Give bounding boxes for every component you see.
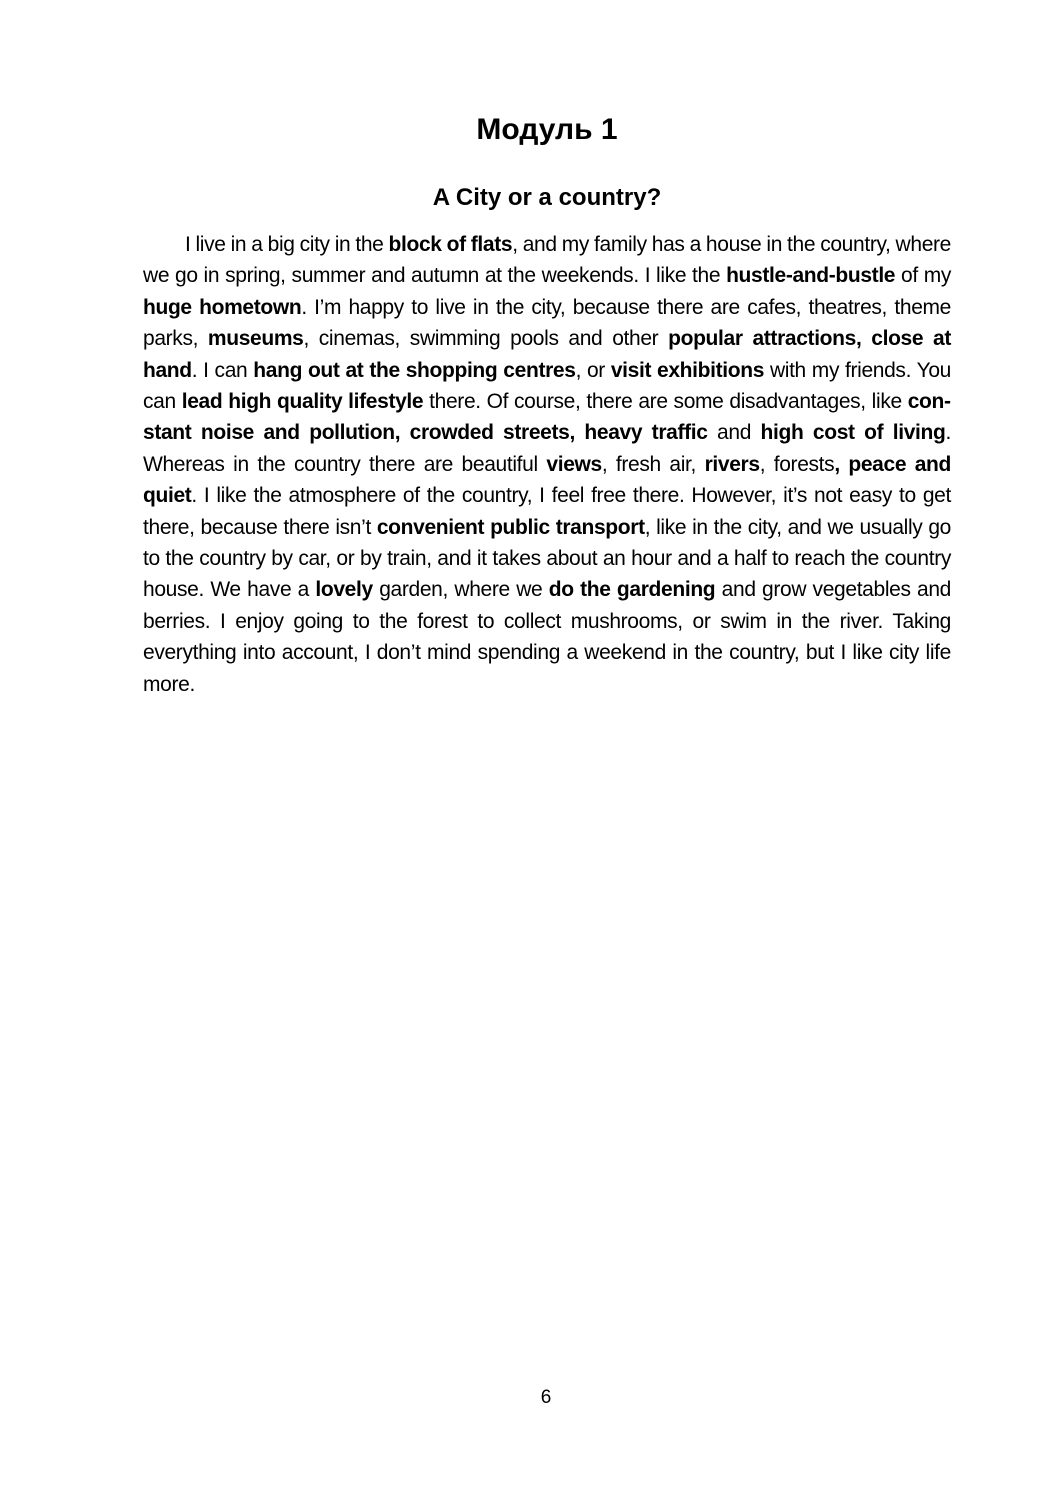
key-phrase: popular attractions, close at hand — [143, 327, 951, 382]
text-run: , and my family has a house in the country, where we go in spring, summer and autumn at the weekends. I like the — [143, 233, 951, 288]
key-phrase: constant noise and pollution, crowded streets, heavy traffic — [143, 390, 951, 445]
body-paragraph — [143, 229, 951, 700]
text-run: . I’m happy to live in the city, because there are cafes, theatres, theme parks, — [143, 295, 951, 351]
key-phrase: visit exhibitions — [610, 358, 765, 382]
text-run: , cinemas, swimming pools and other — [303, 327, 669, 351]
text-run: I live in a big city in the — [185, 233, 389, 256]
key-phrase: do the gardening — [548, 578, 716, 602]
key-phrase: hang out at the shopping centres — [253, 358, 576, 382]
text-run: and grow vegetables and berries. I enjoy going to the forest to collect mushrooms, or swim in the river. Taking everything into account, I don’t mind spending a weekend in the country, but I like city life more. — [143, 578, 952, 696]
key-phrase: views — [546, 452, 602, 476]
page-number: 6 — [540, 1387, 552, 1408]
key-phrase: lead high quality lifestyle — [181, 390, 424, 414]
key-phrase: museums — [207, 327, 304, 351]
section-title: A City or a country? — [432, 184, 662, 211]
key-phrase: convenient public transport — [376, 515, 645, 539]
text-run: . I like the atmosphere of the country, I feel free there. However, it’s not easy to get there, because there isn’t — [143, 484, 951, 539]
text-run: , fresh air, — [601, 452, 705, 476]
text-run: . I can — [191, 358, 254, 382]
text-run: , or — [575, 358, 611, 382]
key-phrase: lovely — [315, 578, 373, 602]
key-phrase: rivers — [704, 452, 760, 476]
key-phrase: high cost of living — [760, 421, 946, 445]
key-phrase: , peace and quiet — [143, 452, 951, 508]
text-run: there. Of course, there are some disadvantages, like — [423, 390, 908, 414]
text-run: of my — [895, 264, 952, 288]
module-title: Модуль 1 — [476, 113, 618, 146]
key-phrase: hustle-and-bustle — [726, 264, 896, 288]
text-run: and — [707, 421, 761, 445]
text-run: garden, where we — [372, 578, 549, 602]
text-run: with my friends. You can — [143, 358, 951, 414]
key-phrase: block of flats — [388, 233, 513, 256]
text-run: . Whereas in the country there are beautiful — [143, 421, 951, 476]
text-run: , like in the city, and we usually go to the country by car, or by train, and it takes about an hour and a half to reach the country house. We have a — [143, 515, 951, 602]
text-run: , forests — [759, 452, 835, 476]
key-phrase: huge hometown — [143, 295, 302, 319]
